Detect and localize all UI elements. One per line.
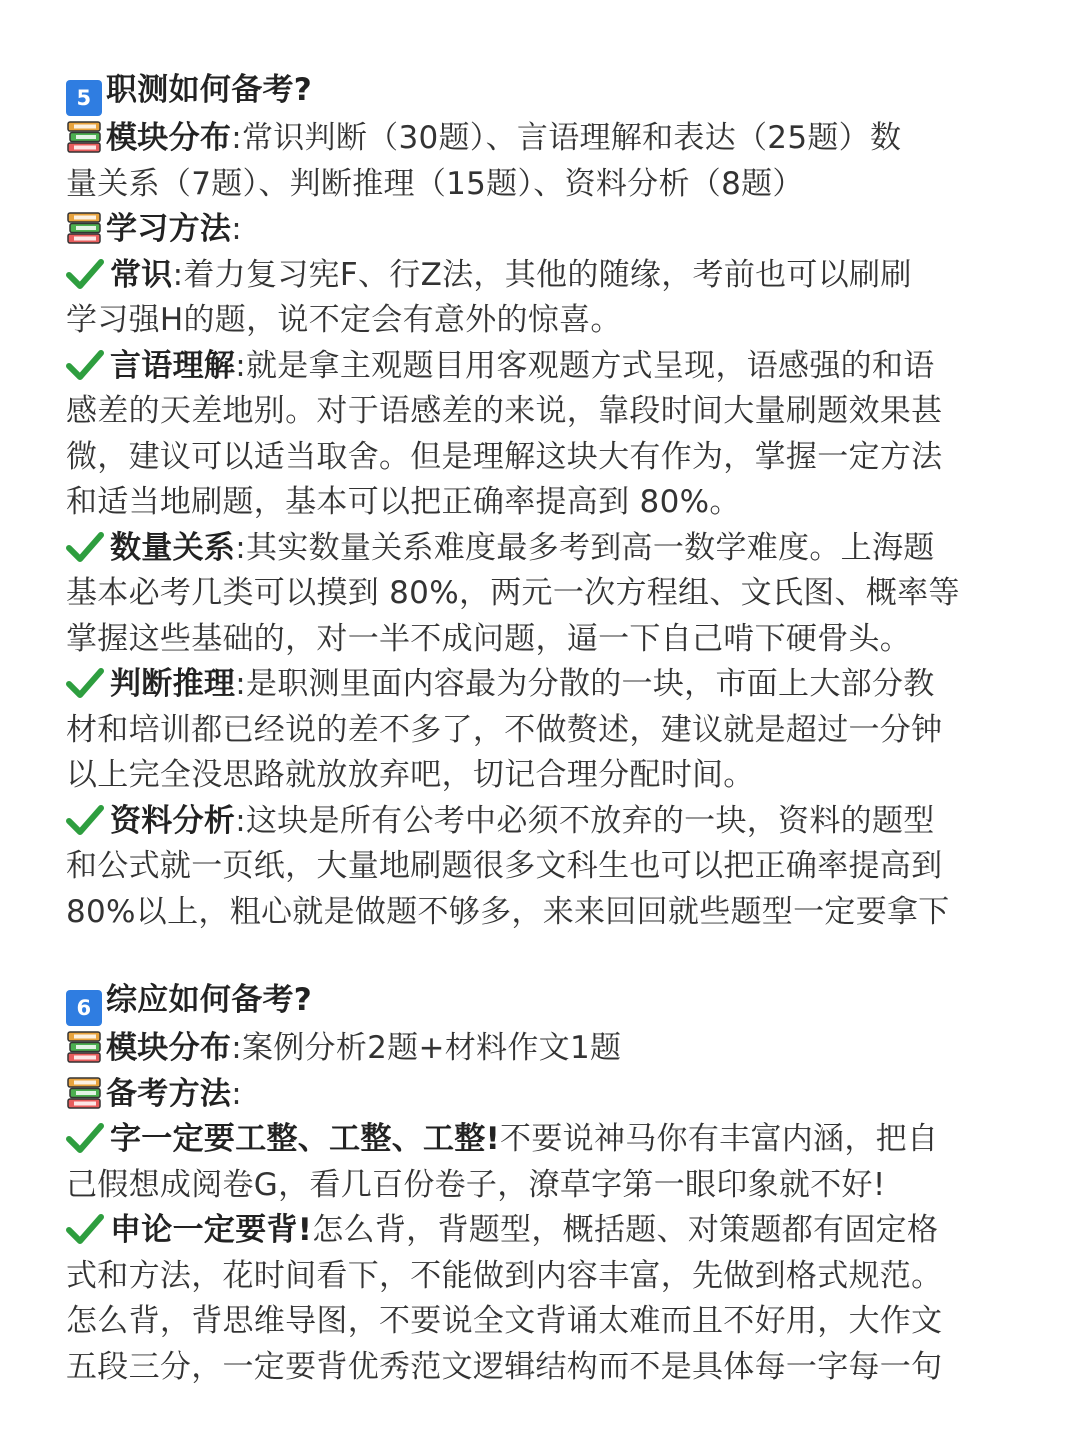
item-separator: : [235, 347, 246, 384]
item-ziliao-line-2: 和公式就一页纸，大量地刷题很多文科生也可以把正确率提高到 [66, 848, 943, 884]
item-label: 字一定要工整、工整、工整! [110, 1121, 501, 1157]
item-panduan-line-3: 以上完全没思路就放放弃吧，切记合理分配时间。 [66, 757, 755, 793]
section-6-title: 综应如何备考? [106, 982, 313, 1018]
item-shuliang-line-1 [66, 526, 1020, 572]
item-panduan-line-2: 材和培训都已经说的差不多了，不做赘述，建议就是超过一分钟 [66, 711, 943, 748]
modules-text: 案例分析2题+材料作文1题 [241, 1030, 622, 1066]
item-shenlun-line-2: 式和方法，花时间看下，不能做到内容丰富，先做到格式规范。 [66, 1257, 943, 1294]
item-text: 就是拿主观题目用客观题方式呈现，语感强的和语 [245, 347, 935, 384]
item-text: 这块是所有公考中必须不放弃的一块，资料的题型 [245, 802, 935, 839]
check-mark-icon [66, 1213, 104, 1245]
item-label: 常识 [110, 256, 173, 293]
item-shuliang-line-2: 基本必考几类可以摸到 80%，两元一次方程组、文氏图、概率等 [66, 575, 960, 611]
item-text: 着力复习宪F、行Z法，其他的随缘，考前也可以刷刷 [183, 256, 912, 293]
section-divider-space [66, 935, 1020, 978]
method-separator: : [231, 1075, 242, 1112]
item-shenlun-line-3: 怎么背，背思维导图，不要说全文背诵太难而且不好用，大作文 [66, 1303, 943, 1339]
item-shenlun-line-1 [66, 1208, 1020, 1254]
item-separator: : [235, 666, 246, 702]
item-label: 数量关系 [110, 529, 236, 566]
item-changshi-line-1 [66, 253, 1020, 299]
item-shenlun-line-4: 五段三分，一定要背优秀范文逻辑结构而不是具体每一字每一句 [66, 1348, 943, 1385]
section-5-modules-line-2: 量关系（7题）、判断推理（15题）、资料分析（8题） [66, 165, 804, 202]
method-label: 学习方法 [106, 211, 232, 247]
item-handwriting-line-1 [66, 1117, 1020, 1163]
item-label: 判断推理 [110, 666, 236, 702]
item-label: 言语理解 [110, 347, 236, 384]
check-mark-icon [66, 258, 104, 290]
item-text: 不要说神马你有丰富内涵，把自 [500, 1121, 939, 1157]
item-label: 申论一定要背! [110, 1212, 313, 1248]
modules-text: 常识判断（30题）、言语理解和表达（25题）数 [241, 120, 902, 156]
check-mark-icon [66, 667, 104, 699]
method-label: 备考方法 [106, 1075, 232, 1112]
modules-label: 模块分布 [106, 1030, 232, 1066]
modules-separator: : [231, 1030, 242, 1066]
modules-separator: : [231, 120, 242, 156]
section-5-method-heading [66, 207, 1020, 253]
item-ziliao-line-1 [66, 799, 1020, 845]
item-yanyu-line-2: 感差的天差地别。对于语感差的来说，靠段时间大量刷题效果甚 [66, 393, 943, 429]
books-icon [66, 1030, 102, 1064]
section-5-title: 职测如何备考? [106, 72, 313, 108]
section-6-heading [66, 978, 1020, 1026]
item-yanyu-line-1 [66, 344, 1020, 390]
check-mark-icon [66, 349, 104, 381]
item-text: 是职测里面内容最为分散的一块，市面上大部分教 [245, 666, 935, 702]
check-mark-icon [66, 531, 104, 563]
keycap-5-icon: 5 [66, 80, 102, 116]
item-label: 资料分析 [110, 802, 236, 839]
books-icon [66, 120, 102, 154]
item-text: 其实数量关系难度最多考到高一数学难度。上海题 [245, 529, 935, 566]
item-separator: : [172, 256, 184, 293]
item-yanyu-line-3: 微，建议可以适当取舍。但是理解这块大有作为，掌握一定方法 [66, 438, 943, 475]
method-separator: : [231, 211, 242, 247]
item-text: 怎么背，背题型，概括题、对策题都有固定格 [312, 1212, 939, 1248]
item-changshi-line-2: 学习强H的题，说不定会有意外的惊喜。 [66, 302, 622, 338]
books-icon [66, 1076, 102, 1110]
item-yanyu-line-4: 和适当地刷题，基本可以把正确率提高到 80%。 [66, 484, 741, 520]
books-icon [66, 211, 102, 245]
item-separator: : [235, 802, 246, 839]
modules-label: 模块分布 [106, 120, 232, 156]
check-mark-icon [66, 804, 104, 836]
section-6-method-heading [66, 1072, 1020, 1118]
item-shuliang-line-3: 掌握这些基础的，对一半不成问题，逼一下自己啃下硬骨头。 [66, 620, 912, 657]
section-5-modules-line-1 [66, 116, 1020, 162]
check-mark-icon [66, 1122, 104, 1154]
item-ziliao-line-3: 80%以上，粗心就是做题不够多，来来回回就些题型一定要拿下 [66, 893, 950, 930]
keycap-6-icon: 6 [66, 990, 102, 1026]
section-6-modules-line-1 [66, 1026, 1020, 1072]
item-separator: : [235, 529, 246, 566]
item-panduan-line-1 [66, 662, 1020, 708]
item-handwriting-line-2: 己假想成阅卷G，看几百份卷子，潦草字第一眼印象就不好! [66, 1166, 886, 1203]
section-5-heading [66, 68, 1020, 116]
